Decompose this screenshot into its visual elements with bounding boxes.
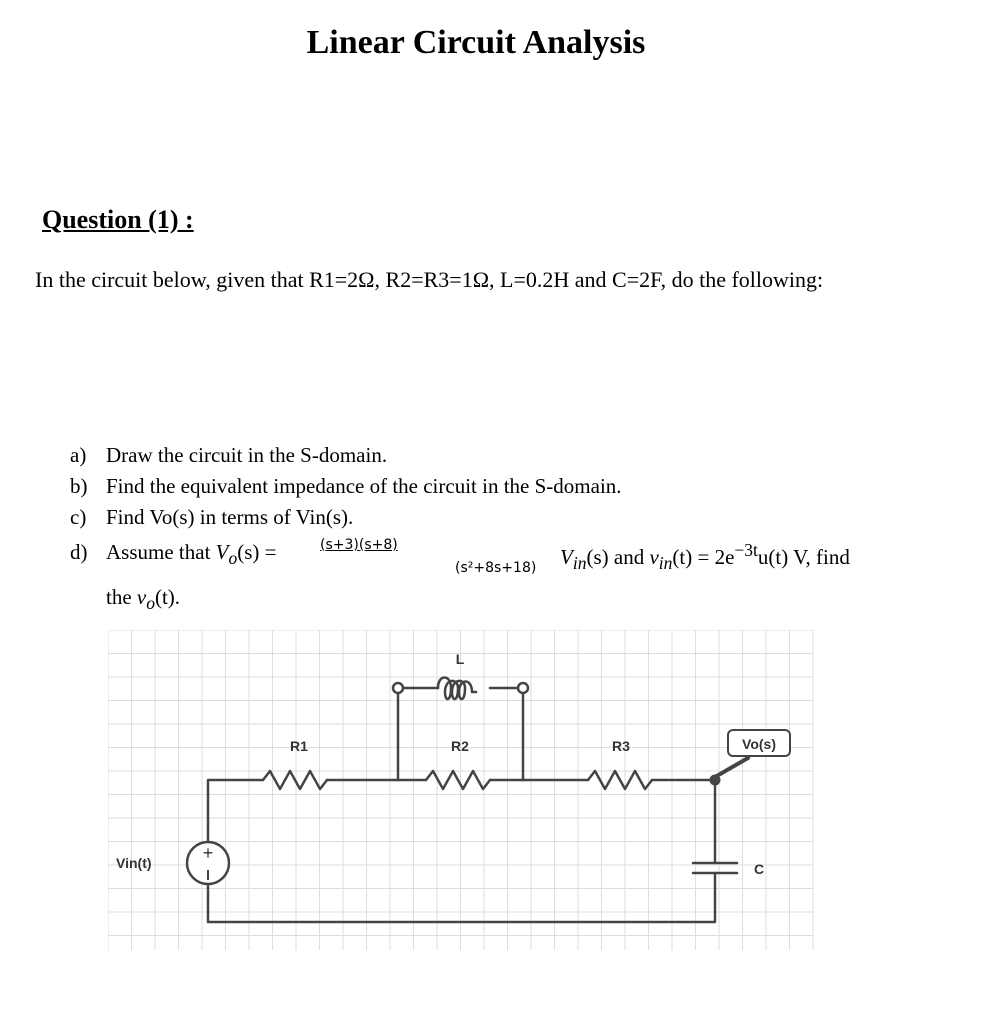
list-item [70,540,277,569]
node-dot [518,683,528,693]
line2-start: the [106,585,137,609]
circuit-diagram [108,630,818,955]
label-r3: R3 [612,738,630,754]
label-r2: R2 [451,738,469,754]
vo-t-subscript: o [146,593,155,614]
item-d-rest [560,540,850,574]
r2-resistor [426,771,490,789]
vo-symbol: V [215,540,229,564]
page-title: Linear Circuit Analysis [306,24,646,61]
vo-argument: (s) = [237,540,277,564]
item-label: c) [70,505,87,529]
item-label: d) [70,540,88,564]
fraction-numerator: (s+3)(s+8) [320,537,398,553]
wire-left-bottom [208,873,715,922]
and-text: and [608,545,650,569]
r3-resistor [588,771,652,789]
vo-t-symbol: v [136,585,147,609]
wire-l-left [398,688,438,780]
label-r1: R1 [290,738,308,754]
list-item [70,505,353,530]
item-d-line2 [106,585,180,614]
item-text: Find the equivalent impedance of the circuit in the S-domain. [106,474,622,498]
node-dot [393,683,403,693]
line2-end: (t). [154,585,181,609]
vin-t-subscript: in [658,553,673,574]
intro-text: In the circuit below, given that R1=2Ω, R2=R3=1Ω, L=0.2H and C=2F, do the following: [35,267,824,292]
item-text: Draw the circuit in the S-domain. [106,443,388,467]
label-vo: Vo(s) [742,736,776,752]
wire-left-top [208,780,263,843]
vin-s-subscript: in [572,553,587,574]
l-inductor [438,678,476,700]
question-heading: Question (1) : [42,205,194,234]
label-c: C [754,861,765,877]
label-l: L [455,651,465,667]
list-item [70,443,387,468]
item-text: Assume that [106,540,216,564]
wire-l-right [490,688,523,780]
vin-s-symbol: V [560,545,573,569]
vin-t-equation: (t) = 2e [672,545,735,569]
label-vin: Vin(t) [116,855,152,871]
node-dot [710,775,721,786]
vin-t-symbol: v [649,545,659,569]
list-item [70,474,622,499]
vin-s-argument: (s) [586,545,609,569]
item-label: a) [70,443,87,467]
source-plus: + [202,843,214,863]
exponent: −3t [734,540,758,560]
fraction-denominator: (s²+8s+18) [455,560,537,576]
grid-background [108,630,813,950]
item-label: b) [70,474,88,498]
vo-probe-wire [715,758,748,777]
vo-subscript: o [228,548,238,569]
item-text: Find Vo(s) in terms of Vin(s). [106,505,354,529]
equation-tail: u(t) V, find [757,545,850,569]
